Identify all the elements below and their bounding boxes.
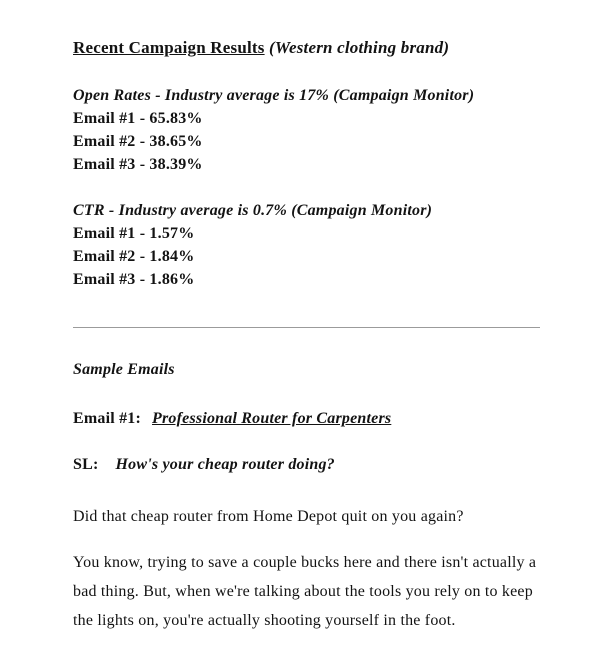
ctr-item-2: Email #2 - 1.84% <box>73 248 195 265</box>
open-rates-heading: Open Rates - Industry average is 17% (Campaign Monitor) <box>73 87 475 104</box>
email1-title: Professional Router for Carpenters <box>152 410 392 427</box>
ctr-item-1: Email #1 - 1.57% <box>73 225 195 242</box>
body-paragraph-2: You know, trying to save a couple bucks here and there isn't actually a bad thing. But, when we're talking about the tools you rely on to keep the lights on, you're actually shooting yourself in the foot. <box>73 554 537 629</box>
horizontal-divider <box>73 327 540 328</box>
body-paragraph-1: Did that cheap router from Home Depot quit on you again? <box>73 508 464 525</box>
sample-emails-heading: Sample Emails <box>73 361 175 378</box>
subject-text: How's your cheap router doing? <box>115 456 335 473</box>
open-rate-item-2: Email #2 - 38.65% <box>73 133 203 150</box>
subject-label: SL: <box>73 456 99 473</box>
campaign-results-title: Recent Campaign Results <box>73 38 265 57</box>
email1-heading-line <box>73 407 540 430</box>
ctr-heading: CTR - Industry average is 0.7% (Campaign Monitor) <box>73 202 433 219</box>
open-rate-item-1: Email #1 - 65.83% <box>73 110 203 127</box>
email1-label: Email #1: <box>73 410 142 427</box>
ctr-item-3: Email #3 - 1.86% <box>73 271 195 288</box>
brand-note: (Western clothing brand) <box>264 38 450 57</box>
subject-line <box>73 453 540 476</box>
open-rate-item-3: Email #3 - 38.39% <box>73 156 203 173</box>
doc-title <box>73 36 540 59</box>
ctr-block <box>73 199 540 291</box>
open-rates-block <box>73 84 540 176</box>
